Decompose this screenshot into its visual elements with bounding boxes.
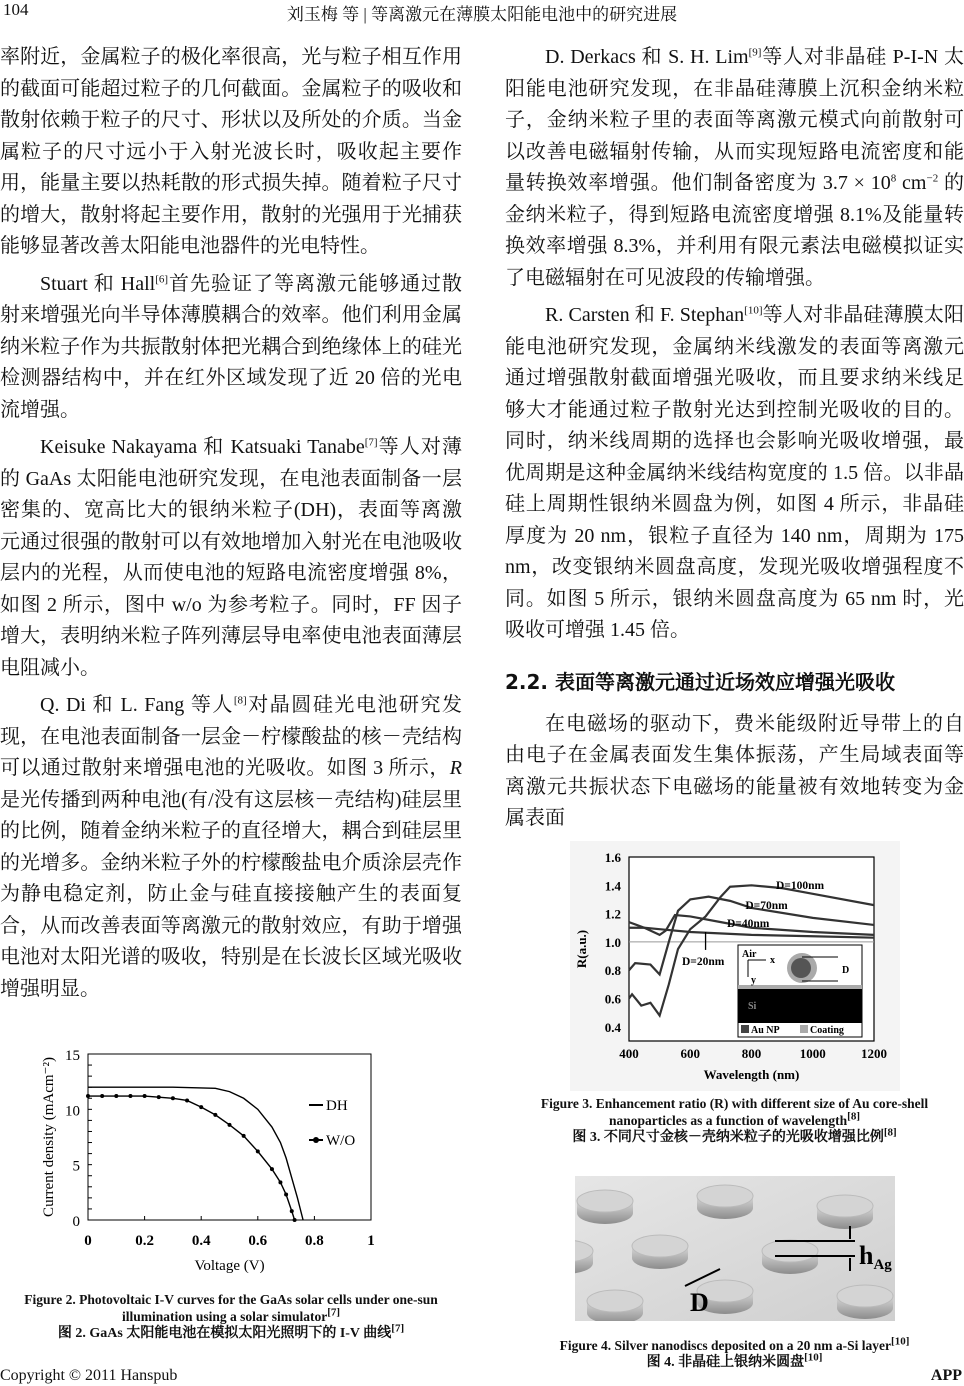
figure-4-caption-zh-ref: [10] [804, 1350, 823, 1363]
x-tick-label: 0 [84, 1233, 92, 1249]
italic-symbol: R [449, 757, 462, 779]
x-tick-label: 1000 [799, 1045, 826, 1061]
figure-3-caption-en: Figure 3. Enhancement ratio (R) with different size of Au core-shell nanoparticles as a function of wavelength [540, 1095, 929, 1128]
y-axis-label: Current density (mAcm⁻²) [41, 1057, 57, 1217]
superscript: [9] [748, 46, 762, 59]
data-point [278, 1180, 282, 1184]
x-tick-label: 0.8 [305, 1233, 324, 1249]
x-axis-label: Wavelength (nm) [703, 1066, 799, 1082]
paragraph [0, 432, 462, 684]
text-run: 率附近，金属粒子的极化率很高，光与粒子相互作用的截面可能超过粒子的几何截面。金属粒子的吸收和散射依赖于粒子的尺寸、形状以及所处的介质。当金属粒子的尺寸远小于入射光波长时，吸收起主要作用，能量主要以热耗散的形式损失掉。随着粒子尺寸的增大，散射将起主要作用，散射的光强用于光捕获能够显著改善太阳能电池器件的光电特性。 [0, 46, 462, 257]
y-tick-label: 0.4 [604, 1019, 621, 1035]
paragraph [0, 269, 462, 427]
text-run: cm [896, 172, 927, 194]
y-tick-label: 10 [65, 1103, 80, 1120]
footer-journal: APP [930, 1367, 962, 1384]
figure-2-caption-zh: 图 2. GaAs 太阳能电池在模拟太阳光照明下的 I-V 曲线 [57, 1326, 392, 1341]
right-column-text-after-heading [505, 709, 964, 841]
nanodisc-top [632, 1235, 688, 1257]
series-label: D=20nm [681, 955, 724, 968]
footer-copyright: Copyright © 2011 Hanspub [0, 1367, 178, 1384]
figure-2-caption-zh-ref: [7] [391, 1322, 405, 1335]
data-point [213, 1113, 217, 1117]
y-tick-label: 0.6 [604, 991, 621, 1007]
text-run: 的金纳米粒子，得到短路电流密度增强 8.1%及能量转换效率增强 8.3%，并利用有限元素法电磁模拟证实了电磁辐射在可见波段的传输增强。 [505, 172, 964, 289]
data-point [290, 1209, 294, 1213]
series-label: D=40nm [726, 917, 769, 930]
x-tick-label: 0.2 [135, 1233, 154, 1249]
figure-3-caption-en-ref: [8] [847, 1110, 860, 1122]
data-point [228, 1123, 232, 1127]
data-point [128, 1094, 132, 1098]
text-run: Keisuke Nakayama 和 Katsuaki Tanabe [40, 436, 365, 458]
series-line-wo [88, 1096, 295, 1220]
superscript: 8 [890, 172, 897, 185]
text-run: D. Derkacs 和 S. H. Lim [545, 46, 749, 68]
figure-4-image [575, 1176, 895, 1321]
x-tick-label: 600 [680, 1045, 700, 1061]
data-point [284, 1193, 288, 1197]
figure-3-caption [503, 1095, 964, 1146]
text-run: 等人对非晶硅 P-I-N 太阳能电池研究发现，在非晶硅薄膜上沉积金纳米粒子，金纳米粒子里的表面等离激元模式向前散射可以改善电磁辐射传输，从而实现短路电流密度和能量转换效率增强。他们制备密度为 3.7 × 10 [505, 46, 964, 194]
x-tick-label: 0.4 [191, 1233, 211, 1249]
text-run: 对晶圆硅光电池研究发现，在电池表面制备一层金－柠檬酸盐的核－壳结构可以通过散射来增强电池的光吸收。如图 3 所示， [0, 694, 462, 779]
left-column-text [0, 42, 462, 1011]
structure-inset [738, 945, 862, 1037]
series-line-dh [88, 1087, 303, 1220]
y-tick-label: 1.2 [604, 906, 621, 922]
text-run: R. Carsten 和 F. Stephan [545, 304, 745, 326]
paragraph [0, 690, 462, 1005]
nanodisc-top [762, 1240, 818, 1262]
figure-2-caption-en-ref: [7] [327, 1306, 341, 1319]
height-label-sub: Ag [872, 1256, 892, 1273]
text-run: 等人对非晶硅薄膜太阳能电池研究发现，金属纳米线激发的表面等离激元通过增强散射截面增强光吸收，而且要求纳米线足够大才能通过粒子散射光达到控制光吸收的目的。同时，纳米线周期的选择也会影响光吸收增强，最优周期是这种金属纳米线结构宽度的 1.5 倍。以非晶硅上周期性银纳米圆盘为例，如图 4 所示，非晶硅厚度为 20 nm，银粒子直径为 140 nm，周期为 175 nm，改变银纳米圆盘高度，发现光吸收增强程度不同。如图 5 所示，银纳米圆盘高度为 65 nm 时，光吸收可增强 1.45 倍。 [505, 304, 964, 641]
x-tick-label: 1200 [860, 1045, 887, 1061]
au-core [791, 958, 811, 978]
data-point [86, 1094, 90, 1098]
series-label: D=70nm [744, 899, 788, 912]
nanodisc-top [817, 1195, 873, 1217]
data-point [171, 1096, 175, 1100]
data-point [256, 1149, 260, 1153]
figure-2-caption [0, 1291, 462, 1342]
inset-label: Si [747, 1000, 756, 1012]
data-point [199, 1105, 203, 1109]
figure-4-caption-en-ref: [10] [891, 1335, 910, 1347]
nanodisc-top [577, 1190, 633, 1212]
data-point [157, 1095, 161, 1099]
nanodisc-top [587, 1290, 643, 1312]
figure-4-caption [503, 1337, 964, 1371]
coating-layer [738, 985, 862, 989]
figure-4-caption-zh: 图 4. 非晶硅上银纳米圆盘 [646, 1354, 805, 1370]
inset-label: D [841, 964, 849, 976]
inset-label: Coating [809, 1024, 844, 1036]
y-tick-label: 5 [72, 1158, 80, 1175]
text-run: 等人对薄的 GaAs 太阳能电池研究发现，在电池表面制备一层密集的、宽高比大的银纳米粒子(DH)，表面等离激元通过很强的散射可以有效地增加入射光在电池吸收层内的光程，从而使电池的短路电流密度增强 8%，如图 2 所示，图中 w/o 为参考粒子。同时，FF 因子增大，表明纳米粒子阵列薄层导电率使电池表面薄层电阻减小。 [0, 436, 462, 679]
legend-label: W/O [326, 1133, 356, 1149]
text-run: 首先验证了等离激元能够通过散射来增强光向半导体薄膜耦合的效率。他们利用金属纳米粒子作为共振散射体把光耦合到绝缘体上的硅光检测器结构中，并在红外区域发现了近 20 倍的光电流增强。 [0, 272, 462, 421]
left-column [0, 42, 462, 1342]
superscript: [8] [233, 694, 247, 707]
legend-marker [313, 1137, 319, 1143]
y-tick-label: 1.4 [604, 877, 621, 893]
text-run: Q. Di 和 L. Fang 等人 [40, 694, 234, 716]
right-column-text [505, 42, 964, 653]
x-tick-label: 400 [618, 1045, 639, 1061]
nanodisc-top [697, 1185, 753, 1207]
superscript: [7] [364, 436, 378, 449]
running-title: 刘玉梅 等 | 等离激元在薄膜太阳能电池中的研究进展 [286, 5, 678, 24]
paragraph [0, 42, 462, 263]
figures-3-4 [505, 841, 964, 1371]
superscript: [10] [744, 304, 763, 317]
x-tick-label: 1 [367, 1233, 375, 1249]
text-run: Stuart 和 Hall [40, 272, 156, 295]
x-axis-label: Voltage (V) [194, 1258, 265, 1274]
series-label: D=100nm [775, 879, 824, 892]
data-point [242, 1134, 246, 1138]
figure-4-caption-en: Figure 4. Silver nanodiscs deposited on a 20 nm a-Si layer [559, 1337, 892, 1353]
superscript: −2 [926, 172, 939, 185]
y-tick-label: 15 [65, 1048, 80, 1064]
legend-label: DH [326, 1098, 348, 1114]
figure-3-caption-zh-ref: [8] [883, 1125, 897, 1138]
inset-label: Au NP [750, 1024, 780, 1036]
figure-2-caption-en: Figure 2. Photovoltaic I-V curves for the GaAs solar cells under one-sun illumination using a solar simulator [24, 1292, 438, 1324]
nanodisc-top [837, 1285, 893, 1307]
data-point [100, 1094, 104, 1098]
y-tick-label: 0 [72, 1214, 80, 1230]
right-column [505, 42, 964, 1370]
text-run: 在电磁场的驱动下，费米能级附近导带上的自由电子在金属表面发生集体振荡，产生局域表面等离激元共振状态下电磁场的能量被有效地转变为金属表面 [505, 712, 964, 829]
legend-core-swatch [741, 1025, 749, 1033]
y-tick-label: 0.8 [604, 962, 621, 978]
data-point [293, 1218, 297, 1222]
inset-label: y [750, 974, 756, 986]
silicon-layer [738, 989, 862, 1023]
figure-2-chart [21, 1043, 441, 1283]
figure-2 [0, 1043, 462, 1342]
figure-3-caption-zh: 图 3. 不同尺寸金核－壳纳米粒子的光吸收增强比例 [572, 1129, 884, 1145]
text-run: 是光传播到两种电池(有/没有这层核－壳结构)硅层里的比例，随着金纳米粒子的直径增大，耦合到硅层里的光增多。金纳米粒子外的柠檬酸盐电介质涂层壳作为静电稳定剂，防止金与硅直接接触产生的表面复合，从而改善表面等离激元的散射效应，有助于增强电池对太阳光谱的吸收，特别是在长波长区域光吸收增强明显。 [0, 788, 462, 1000]
data-point [143, 1094, 147, 1098]
height-label-h: h [858, 1240, 873, 1270]
data-point [270, 1167, 274, 1171]
superscript: [6] [155, 272, 169, 285]
x-tick-label: 800 [741, 1045, 761, 1061]
page-number: 104 [3, 0, 29, 19]
y-tick-label: 1.0 [604, 934, 621, 950]
figure-3-chart [570, 841, 900, 1091]
inset-label: Air [741, 948, 756, 960]
paragraph [505, 300, 964, 647]
x-tick-label: 0.6 [248, 1233, 268, 1249]
section-heading: 2.2. 表面等离激元通过近场效应增强光吸收 [505, 669, 895, 694]
diameter-label: D [689, 1287, 709, 1317]
y-tick-label: 1.6 [604, 849, 621, 865]
data-point [185, 1098, 189, 1102]
y-axis-label: R(a.u.) [573, 929, 589, 968]
paragraph [505, 709, 964, 835]
legend-shell-swatch [800, 1025, 808, 1033]
data-point [114, 1094, 118, 1098]
paragraph [505, 42, 964, 294]
inset-label: x [769, 954, 775, 966]
